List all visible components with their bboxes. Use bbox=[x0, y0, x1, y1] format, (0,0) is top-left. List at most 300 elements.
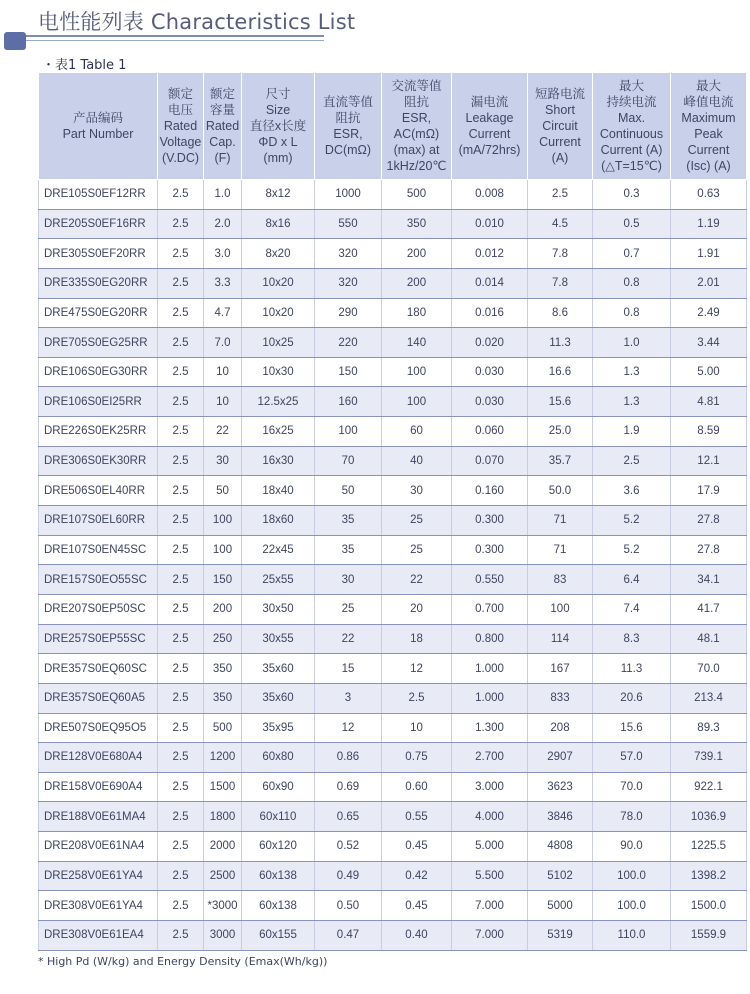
cell-short-circuit-current: 15.6 bbox=[528, 387, 593, 417]
cell-rated-capacitance: 250 bbox=[204, 624, 242, 654]
cell-leakage-current: 0.014 bbox=[452, 268, 528, 298]
cell-max-peak-current: 1036.9 bbox=[671, 802, 747, 832]
cell-max-peak-current: 89.3 bbox=[671, 713, 747, 743]
cell-part-number: DRE158V0E690A4 bbox=[39, 772, 158, 802]
cell-rated-voltage: 2.5 bbox=[158, 476, 204, 506]
cell-max-continuous-current: 6.4 bbox=[593, 565, 671, 595]
cell-esr-ac: 500 bbox=[382, 180, 452, 210]
cell-size: 8x20 bbox=[242, 239, 315, 269]
table-row bbox=[39, 683, 747, 713]
cell-part-number: DRE335S0EG20RR bbox=[39, 268, 158, 298]
cell-size: 30x55 bbox=[242, 624, 315, 654]
cell-short-circuit-current: 35.7 bbox=[528, 446, 593, 476]
cell-esr-ac: 350 bbox=[382, 209, 452, 239]
header-rated-voltage: 额定 电压 Rated Voltage (V.DC) bbox=[158, 73, 204, 180]
cell-size: 30x50 bbox=[242, 594, 315, 624]
table-row bbox=[39, 446, 747, 476]
cell-esr-dc: 320 bbox=[315, 239, 382, 269]
cell-esr-dc: 220 bbox=[315, 328, 382, 358]
cell-part-number: DRE107S0EL60RR bbox=[39, 506, 158, 536]
cell-esr-ac: 60 bbox=[382, 417, 452, 447]
cell-short-circuit-current: 5000 bbox=[528, 891, 593, 921]
cell-leakage-current: 0.012 bbox=[452, 239, 528, 269]
cell-esr-dc: 0.49 bbox=[315, 861, 382, 891]
table-row bbox=[39, 239, 747, 269]
cell-max-peak-current: 27.8 bbox=[671, 535, 747, 565]
cell-rated-capacitance: 3000 bbox=[204, 921, 242, 951]
cell-esr-dc: 0.52 bbox=[315, 832, 382, 862]
cell-esr-ac: 0.75 bbox=[382, 743, 452, 773]
cell-max-continuous-current: 110.0 bbox=[593, 921, 671, 951]
table-header-row bbox=[39, 73, 747, 180]
cell-leakage-current: 2.700 bbox=[452, 743, 528, 773]
cell-rated-voltage: 2.5 bbox=[158, 772, 204, 802]
cell-leakage-current: 0.800 bbox=[452, 624, 528, 654]
table-row bbox=[39, 921, 747, 951]
table-row bbox=[39, 832, 747, 862]
cell-max-continuous-current: 8.3 bbox=[593, 624, 671, 654]
cell-esr-ac: 140 bbox=[382, 328, 452, 358]
cell-rated-voltage: 2.5 bbox=[158, 387, 204, 417]
cell-max-peak-current: 12.1 bbox=[671, 446, 747, 476]
cell-short-circuit-current: 2.5 bbox=[528, 180, 593, 210]
cell-size: 22x45 bbox=[242, 535, 315, 565]
cell-rated-voltage: 2.5 bbox=[158, 654, 204, 684]
cell-leakage-current: 0.016 bbox=[452, 298, 528, 328]
cell-esr-ac: 10 bbox=[382, 713, 452, 743]
cell-max-continuous-current: 78.0 bbox=[593, 802, 671, 832]
cell-max-continuous-current: 100.0 bbox=[593, 861, 671, 891]
cell-esr-dc: 0.47 bbox=[315, 921, 382, 951]
cell-max-continuous-current: 15.6 bbox=[593, 713, 671, 743]
cell-max-peak-current: 739.1 bbox=[671, 743, 747, 773]
cell-rated-voltage: 2.5 bbox=[158, 328, 204, 358]
cell-short-circuit-current: 3846 bbox=[528, 802, 593, 832]
cell-max-peak-current: 27.8 bbox=[671, 506, 747, 536]
cell-rated-voltage: 2.5 bbox=[158, 417, 204, 447]
cell-esr-dc: 290 bbox=[315, 298, 382, 328]
cell-rated-capacitance: 22 bbox=[204, 417, 242, 447]
cell-max-continuous-current: 5.2 bbox=[593, 506, 671, 536]
cell-esr-dc: 320 bbox=[315, 268, 382, 298]
cell-max-continuous-current: 1.0 bbox=[593, 328, 671, 358]
cell-leakage-current: 0.030 bbox=[452, 387, 528, 417]
cell-esr-dc: 3 bbox=[315, 683, 382, 713]
header-leakage-current: 漏电流 Leakage Current (mA/72hrs) bbox=[452, 73, 528, 180]
cell-size: 10x20 bbox=[242, 268, 315, 298]
cell-esr-dc: 35 bbox=[315, 506, 382, 536]
footnote: * High Pd (W/kg) and Energy Density (Emax(Wh/kg)) bbox=[38, 955, 328, 968]
cell-max-continuous-current: 5.2 bbox=[593, 535, 671, 565]
cell-max-continuous-current: 0.8 bbox=[593, 268, 671, 298]
cell-max-continuous-current: 1.3 bbox=[593, 387, 671, 417]
cell-part-number: DRE207S0EP50SC bbox=[39, 594, 158, 624]
title-accent-block bbox=[4, 32, 26, 50]
cell-esr-ac: 40 bbox=[382, 446, 452, 476]
cell-rated-capacitance: 200 bbox=[204, 594, 242, 624]
cell-short-circuit-current: 4808 bbox=[528, 832, 593, 862]
cell-max-peak-current: 1.19 bbox=[671, 209, 747, 239]
cell-part-number: DRE128V0E680A4 bbox=[39, 743, 158, 773]
cell-leakage-current: 0.030 bbox=[452, 357, 528, 387]
cell-max-continuous-current: 1.3 bbox=[593, 357, 671, 387]
cell-esr-dc: 25 bbox=[315, 594, 382, 624]
cell-size: 10x20 bbox=[242, 298, 315, 328]
cell-leakage-current: 1.300 bbox=[452, 713, 528, 743]
table-row bbox=[39, 654, 747, 684]
cell-rated-voltage: 2.5 bbox=[158, 565, 204, 595]
cell-part-number: DRE308V0E61EA4 bbox=[39, 921, 158, 951]
cell-leakage-current: 1.000 bbox=[452, 654, 528, 684]
cell-rated-capacitance: 1500 bbox=[204, 772, 242, 802]
table-row bbox=[39, 802, 747, 832]
cell-max-peak-current: 213.4 bbox=[671, 683, 747, 713]
cell-size: 25x55 bbox=[242, 565, 315, 595]
cell-esr-ac: 25 bbox=[382, 506, 452, 536]
cell-size: 60x155 bbox=[242, 921, 315, 951]
cell-leakage-current: 7.000 bbox=[452, 891, 528, 921]
cell-max-continuous-current: 0.7 bbox=[593, 239, 671, 269]
cell-esr-ac: 18 bbox=[382, 624, 452, 654]
header-esr-dc: 直流等值 阻抗 ESR, DC(mΩ) bbox=[315, 73, 382, 180]
header-max-peak-current: 最大 峰值电流 Maximum Peak Current (Isc) (A) bbox=[671, 73, 747, 180]
cell-short-circuit-current: 2907 bbox=[528, 743, 593, 773]
cell-max-continuous-current: 11.3 bbox=[593, 654, 671, 684]
cell-rated-voltage: 2.5 bbox=[158, 357, 204, 387]
cell-rated-capacitance: 10 bbox=[204, 387, 242, 417]
title-rule-primary bbox=[26, 35, 324, 37]
cell-rated-voltage: 2.5 bbox=[158, 298, 204, 328]
page-title: 电性能列表 Characteristics List bbox=[38, 10, 356, 34]
cell-leakage-current: 0.060 bbox=[452, 417, 528, 447]
cell-short-circuit-current: 5102 bbox=[528, 861, 593, 891]
cell-rated-capacitance: 350 bbox=[204, 683, 242, 713]
cell-rated-capacitance: 2500 bbox=[204, 861, 242, 891]
cell-part-number: DRE188V0E61MA4 bbox=[39, 802, 158, 832]
cell-max-peak-current: 70.0 bbox=[671, 654, 747, 684]
cell-max-continuous-current: 2.5 bbox=[593, 446, 671, 476]
cell-rated-voltage: 2.5 bbox=[158, 594, 204, 624]
table-row bbox=[39, 180, 747, 210]
table-row bbox=[39, 387, 747, 417]
cell-part-number: DRE507S0EQ95O5 bbox=[39, 713, 158, 743]
cell-short-circuit-current: 11.3 bbox=[528, 328, 593, 358]
cell-rated-capacitance: 1800 bbox=[204, 802, 242, 832]
cell-max-continuous-current: 7.4 bbox=[593, 594, 671, 624]
cell-leakage-current: 5.500 bbox=[452, 861, 528, 891]
cell-esr-dc: 0.69 bbox=[315, 772, 382, 802]
cell-rated-capacitance: 50 bbox=[204, 476, 242, 506]
cell-short-circuit-current: 833 bbox=[528, 683, 593, 713]
cell-size: 60x90 bbox=[242, 772, 315, 802]
cell-short-circuit-current: 3623 bbox=[528, 772, 593, 802]
cell-max-continuous-current: 57.0 bbox=[593, 743, 671, 773]
cell-part-number: DRE306S0EK30RR bbox=[39, 446, 158, 476]
table-row bbox=[39, 506, 747, 536]
cell-esr-ac: 20 bbox=[382, 594, 452, 624]
table-row bbox=[39, 624, 747, 654]
cell-part-number: DRE107S0EN45SC bbox=[39, 535, 158, 565]
cell-esr-ac: 2.5 bbox=[382, 683, 452, 713]
cell-rated-capacitance: 3.0 bbox=[204, 239, 242, 269]
table-row bbox=[39, 713, 747, 743]
cell-rated-capacitance: 4.7 bbox=[204, 298, 242, 328]
cell-size: 10x25 bbox=[242, 328, 315, 358]
cell-leakage-current: 3.000 bbox=[452, 772, 528, 802]
cell-short-circuit-current: 25.0 bbox=[528, 417, 593, 447]
cell-rated-capacitance: 350 bbox=[204, 654, 242, 684]
cell-part-number: DRE357S0EQ60A5 bbox=[39, 683, 158, 713]
table-row bbox=[39, 357, 747, 387]
cell-leakage-current: 0.300 bbox=[452, 506, 528, 536]
table-row bbox=[39, 417, 747, 447]
cell-size: 60x120 bbox=[242, 832, 315, 862]
cell-size: 35x60 bbox=[242, 683, 315, 713]
cell-size: 12.5x25 bbox=[242, 387, 315, 417]
table-row bbox=[39, 298, 747, 328]
cell-size: 16x30 bbox=[242, 446, 315, 476]
cell-rated-voltage: 2.5 bbox=[158, 743, 204, 773]
cell-short-circuit-current: 167 bbox=[528, 654, 593, 684]
cell-part-number: DRE226S0EK25RR bbox=[39, 417, 158, 447]
cell-max-peak-current: 34.1 bbox=[671, 565, 747, 595]
table-row bbox=[39, 565, 747, 595]
cell-part-number: DRE257S0EP55SC bbox=[39, 624, 158, 654]
cell-rated-voltage: 2.5 bbox=[158, 209, 204, 239]
cell-max-continuous-current: 90.0 bbox=[593, 832, 671, 862]
cell-max-peak-current: 17.9 bbox=[671, 476, 747, 506]
cell-leakage-current: 7.000 bbox=[452, 921, 528, 951]
cell-part-number: DRE308V0E61YA4 bbox=[39, 891, 158, 921]
cell-max-continuous-current: 3.6 bbox=[593, 476, 671, 506]
cell-max-peak-current: 2.01 bbox=[671, 268, 747, 298]
cell-esr-ac: 0.60 bbox=[382, 772, 452, 802]
header-short-circuit-current: 短路电流 Short Circuit Current (A) bbox=[528, 73, 593, 180]
table-row bbox=[39, 535, 747, 565]
header-size: 尺寸 Size 直径x长度 ΦD x L (mm) bbox=[242, 73, 315, 180]
cell-part-number: DRE357S0EQ60SC bbox=[39, 654, 158, 684]
cell-leakage-current: 0.010 bbox=[452, 209, 528, 239]
cell-leakage-current: 4.000 bbox=[452, 802, 528, 832]
cell-part-number: DRE506S0EL40RR bbox=[39, 476, 158, 506]
header-rated-capacitance: 额定 容量 Rated Cap. (F) bbox=[204, 73, 242, 180]
cell-size: 18x60 bbox=[242, 506, 315, 536]
cell-max-peak-current: 5.00 bbox=[671, 357, 747, 387]
cell-max-continuous-current: 0.3 bbox=[593, 180, 671, 210]
cell-size: 35x60 bbox=[242, 654, 315, 684]
cell-rated-capacitance: 7.0 bbox=[204, 328, 242, 358]
cell-leakage-current: 0.550 bbox=[452, 565, 528, 595]
cell-short-circuit-current: 7.8 bbox=[528, 268, 593, 298]
cell-esr-ac: 30 bbox=[382, 476, 452, 506]
characteristics-table bbox=[38, 72, 747, 951]
cell-esr-dc: 15 bbox=[315, 654, 382, 684]
cell-part-number: DRE106S0EG30RR bbox=[39, 357, 158, 387]
cell-esr-dc: 150 bbox=[315, 357, 382, 387]
cell-part-number: DRE208V0E61NA4 bbox=[39, 832, 158, 862]
cell-short-circuit-current: 71 bbox=[528, 535, 593, 565]
cell-esr-ac: 22 bbox=[382, 565, 452, 595]
table-caption: ・表1 Table 1 bbox=[42, 58, 127, 73]
cell-esr-ac: 0.55 bbox=[382, 802, 452, 832]
cell-rated-voltage: 2.5 bbox=[158, 683, 204, 713]
cell-rated-voltage: 2.5 bbox=[158, 802, 204, 832]
cell-rated-capacitance: 1.0 bbox=[204, 180, 242, 210]
cell-max-peak-current: 48.1 bbox=[671, 624, 747, 654]
cell-esr-dc: 30 bbox=[315, 565, 382, 595]
cell-esr-ac: 0.42 bbox=[382, 861, 452, 891]
cell-rated-capacitance: 150 bbox=[204, 565, 242, 595]
cell-part-number: DRE105S0EF12RR bbox=[39, 180, 158, 210]
cell-short-circuit-current: 208 bbox=[528, 713, 593, 743]
cell-esr-ac: 200 bbox=[382, 239, 452, 269]
cell-size: 16x25 bbox=[242, 417, 315, 447]
cell-esr-ac: 0.45 bbox=[382, 832, 452, 862]
cell-esr-ac: 25 bbox=[382, 535, 452, 565]
cell-max-peak-current: 2.49 bbox=[671, 298, 747, 328]
cell-max-continuous-current: 0.5 bbox=[593, 209, 671, 239]
cell-rated-capacitance: 2.0 bbox=[204, 209, 242, 239]
cell-rated-capacitance: 500 bbox=[204, 713, 242, 743]
cell-esr-dc: 0.65 bbox=[315, 802, 382, 832]
cell-part-number: DRE305S0EF20RR bbox=[39, 239, 158, 269]
cell-esr-dc: 35 bbox=[315, 535, 382, 565]
cell-size: 8x12 bbox=[242, 180, 315, 210]
cell-esr-dc: 550 bbox=[315, 209, 382, 239]
cell-esr-dc: 1000 bbox=[315, 180, 382, 210]
cell-leakage-current: 0.070 bbox=[452, 446, 528, 476]
cell-esr-ac: 200 bbox=[382, 268, 452, 298]
header-part-number: 产品编码 Part Number bbox=[39, 73, 158, 180]
cell-part-number: DRE205S0EF16RR bbox=[39, 209, 158, 239]
cell-esr-ac: 100 bbox=[382, 357, 452, 387]
cell-esr-dc: 0.86 bbox=[315, 743, 382, 773]
table-row bbox=[39, 476, 747, 506]
cell-part-number: DRE258V0E61YA4 bbox=[39, 861, 158, 891]
cell-size: 60x138 bbox=[242, 891, 315, 921]
cell-esr-ac: 180 bbox=[382, 298, 452, 328]
cell-max-peak-current: 0.63 bbox=[671, 180, 747, 210]
cell-esr-dc: 100 bbox=[315, 417, 382, 447]
table-row bbox=[39, 891, 747, 921]
cell-rated-voltage: 2.5 bbox=[158, 446, 204, 476]
cell-leakage-current: 0.300 bbox=[452, 535, 528, 565]
cell-rated-capacitance: *3000 bbox=[204, 891, 242, 921]
cell-short-circuit-current: 8.6 bbox=[528, 298, 593, 328]
cell-max-continuous-current: 0.8 bbox=[593, 298, 671, 328]
cell-esr-ac: 0.45 bbox=[382, 891, 452, 921]
cell-leakage-current: 0.008 bbox=[452, 180, 528, 210]
cell-size: 18x40 bbox=[242, 476, 315, 506]
title-rule-secondary bbox=[26, 40, 324, 41]
cell-esr-ac: 100 bbox=[382, 387, 452, 417]
cell-esr-dc: 0.50 bbox=[315, 891, 382, 921]
cell-short-circuit-current: 4.5 bbox=[528, 209, 593, 239]
cell-rated-voltage: 2.5 bbox=[158, 921, 204, 951]
cell-short-circuit-current: 50.0 bbox=[528, 476, 593, 506]
cell-part-number: DRE106S0EI25RR bbox=[39, 387, 158, 417]
cell-leakage-current: 1.000 bbox=[452, 683, 528, 713]
header-esr-ac: 交流等值 阻抗 ESR, AC(mΩ) (max) at 1kHz/20℃ bbox=[382, 73, 452, 180]
table-row bbox=[39, 772, 747, 802]
cell-rated-capacitance: 2000 bbox=[204, 832, 242, 862]
table-row bbox=[39, 594, 747, 624]
table-row bbox=[39, 328, 747, 358]
cell-max-peak-current: 1.91 bbox=[671, 239, 747, 269]
cell-rated-voltage: 2.5 bbox=[158, 624, 204, 654]
cell-max-peak-current: 1559.9 bbox=[671, 921, 747, 951]
cell-max-continuous-current: 1.9 bbox=[593, 417, 671, 447]
cell-esr-dc: 70 bbox=[315, 446, 382, 476]
cell-esr-dc: 22 bbox=[315, 624, 382, 654]
cell-max-continuous-current: 70.0 bbox=[593, 772, 671, 802]
cell-part-number: DRE705S0EG25RR bbox=[39, 328, 158, 358]
cell-short-circuit-current: 114 bbox=[528, 624, 593, 654]
cell-short-circuit-current: 83 bbox=[528, 565, 593, 595]
cell-rated-capacitance: 10 bbox=[204, 357, 242, 387]
cell-size: 60x138 bbox=[242, 861, 315, 891]
table-row bbox=[39, 861, 747, 891]
cell-rated-voltage: 2.5 bbox=[158, 891, 204, 921]
cell-rated-voltage: 2.5 bbox=[158, 861, 204, 891]
cell-leakage-current: 0.160 bbox=[452, 476, 528, 506]
cell-rated-voltage: 2.5 bbox=[158, 506, 204, 536]
cell-leakage-current: 5.000 bbox=[452, 832, 528, 862]
cell-max-peak-current: 922.1 bbox=[671, 772, 747, 802]
cell-part-number: DRE475S0EG20RR bbox=[39, 298, 158, 328]
cell-short-circuit-current: 5319 bbox=[528, 921, 593, 951]
cell-max-peak-current: 8.59 bbox=[671, 417, 747, 447]
cell-short-circuit-current: 7.8 bbox=[528, 239, 593, 269]
cell-esr-dc: 50 bbox=[315, 476, 382, 506]
cell-rated-voltage: 2.5 bbox=[158, 239, 204, 269]
table-row bbox=[39, 209, 747, 239]
cell-part-number: DRE157S0EO55SC bbox=[39, 565, 158, 595]
cell-short-circuit-current: 71 bbox=[528, 506, 593, 536]
cell-size: 10x30 bbox=[242, 357, 315, 387]
cell-leakage-current: 0.700 bbox=[452, 594, 528, 624]
cell-max-peak-current: 3.44 bbox=[671, 328, 747, 358]
cell-max-peak-current: 1398.2 bbox=[671, 861, 747, 891]
header-max-continuous-current: 最大 持续电流 Max. Continuous Current (A) (△T=15℃) bbox=[593, 73, 671, 180]
cell-max-peak-current: 1500.0 bbox=[671, 891, 747, 921]
cell-max-peak-current: 1225.5 bbox=[671, 832, 747, 862]
cell-short-circuit-current: 100 bbox=[528, 594, 593, 624]
cell-esr-ac: 12 bbox=[382, 654, 452, 684]
cell-short-circuit-current: 16.6 bbox=[528, 357, 593, 387]
cell-rated-voltage: 2.5 bbox=[158, 180, 204, 210]
cell-esr-ac: 0.40 bbox=[382, 921, 452, 951]
table-body bbox=[39, 180, 747, 951]
table-row bbox=[39, 743, 747, 773]
table-row bbox=[39, 268, 747, 298]
cell-leakage-current: 0.020 bbox=[452, 328, 528, 358]
cell-size: 60x80 bbox=[242, 743, 315, 773]
cell-size: 8x16 bbox=[242, 209, 315, 239]
cell-rated-voltage: 2.5 bbox=[158, 713, 204, 743]
cell-esr-dc: 12 bbox=[315, 713, 382, 743]
cell-rated-capacitance: 3.3 bbox=[204, 268, 242, 298]
cell-max-continuous-current: 100.0 bbox=[593, 891, 671, 921]
cell-rated-capacitance: 1200 bbox=[204, 743, 242, 773]
cell-rated-voltage: 2.5 bbox=[158, 535, 204, 565]
cell-rated-voltage: 2.5 bbox=[158, 268, 204, 298]
cell-rated-capacitance: 100 bbox=[204, 535, 242, 565]
cell-rated-voltage: 2.5 bbox=[158, 832, 204, 862]
cell-max-peak-current: 4.81 bbox=[671, 387, 747, 417]
cell-size: 35x95 bbox=[242, 713, 315, 743]
cell-max-peak-current: 41.7 bbox=[671, 594, 747, 624]
